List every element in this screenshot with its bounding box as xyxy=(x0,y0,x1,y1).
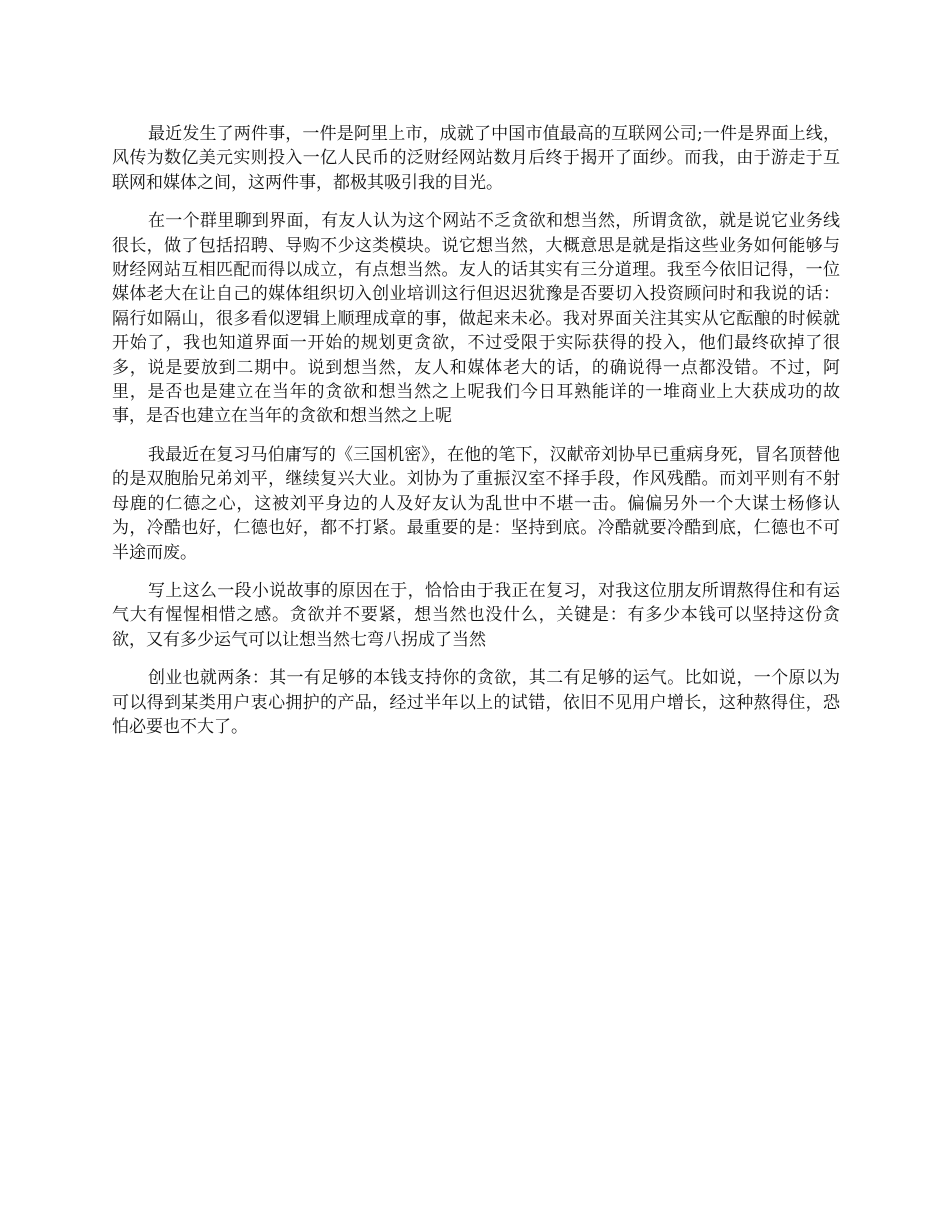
paragraph-3: 我最近在复习马伯庸写的《三国机密》，在他的笔下，汉献帝刘协早已重病身死，冒名顶替他的是双胞胎兄弟刘平，继续复兴大业。刘协为了重振汉室不择手段，作风残酷。而刘平则有不射母鹿的仁德之心，这被刘平身边的人及好友认为乱世中不堪一击。偏偏另外一个大谋士杨修认为，冷酷也好，仁德也好，都不打紧。最重要的是：坚持到底。冷酷就要冷酷到底，仁德也不可半途而废。 xyxy=(112,444,840,563)
paragraph-5: 创业也就两条：其一有足够的本钱支持你的贪欲，其二有足够的运气。比如说，一个原以为可以得到某类用户衷心拥护的产品，经过半年以上的试错，依旧不见用户增长，这种熬得住，恐怕必要也不大了。 xyxy=(112,668,840,737)
paragraph-2: 在一个群里聊到界面，有友人认为这个网站不乏贪欲和想当然，所谓贪欲，就是说它业务线很长，做了包括招聘、导购不少这类模块。说它想当然，大概意思是就是指这些业务如何能够与财经网站互相匹配而得以成立，有点想当然。友人的话其实有三分道理。我至今依旧记得，一位媒体老大在让自己的媒体组织切入创业培训这行但迟迟犹豫是否要切入投资顾问时和我说的话：隔行如隔山，很多看似逻辑上顺理成章的事，做起来未必。我对界面关注其实从它酝酿的时候就开始了，我也知道界面一开始的规划更贪欲，不过受限于实际获得的投入，他们最终砍掉了很多，说是要放到二期中。说到想当然，友人和媒体老大的话，的确说得一点都没错。不过，阿里，是否也是建立在当年的贪欲和想当然之上呢我们今日耳熟能详的一堆商业上大获成功的故事，是否也建立在当年的贪欲和想当然之上呢 xyxy=(112,211,840,427)
paragraph-1: 最近发生了两件事，一件是阿里上市，成就了中国市值最高的互联网公司;一件是界面上线，风传为数亿美元实则投入一亿人民币的泛财经网站数月后终于揭开了面纱。而我，由于游走于互联网和媒体之间，这两件事，都极其吸引我的目光。 xyxy=(112,124,840,193)
paragraph-4: 写上这么一段小说故事的原因在于，恰恰由于我正在复习，对我这位朋友所谓熬得住和有运气大有惺惺相惜之感。贪欲并不要紧，想当然也没什么，关键是：有多少本钱可以坚持这份贪欲，又有多少运气可以让想当然七弯八拐成了当然 xyxy=(112,580,840,650)
document-body xyxy=(112,122,840,753)
